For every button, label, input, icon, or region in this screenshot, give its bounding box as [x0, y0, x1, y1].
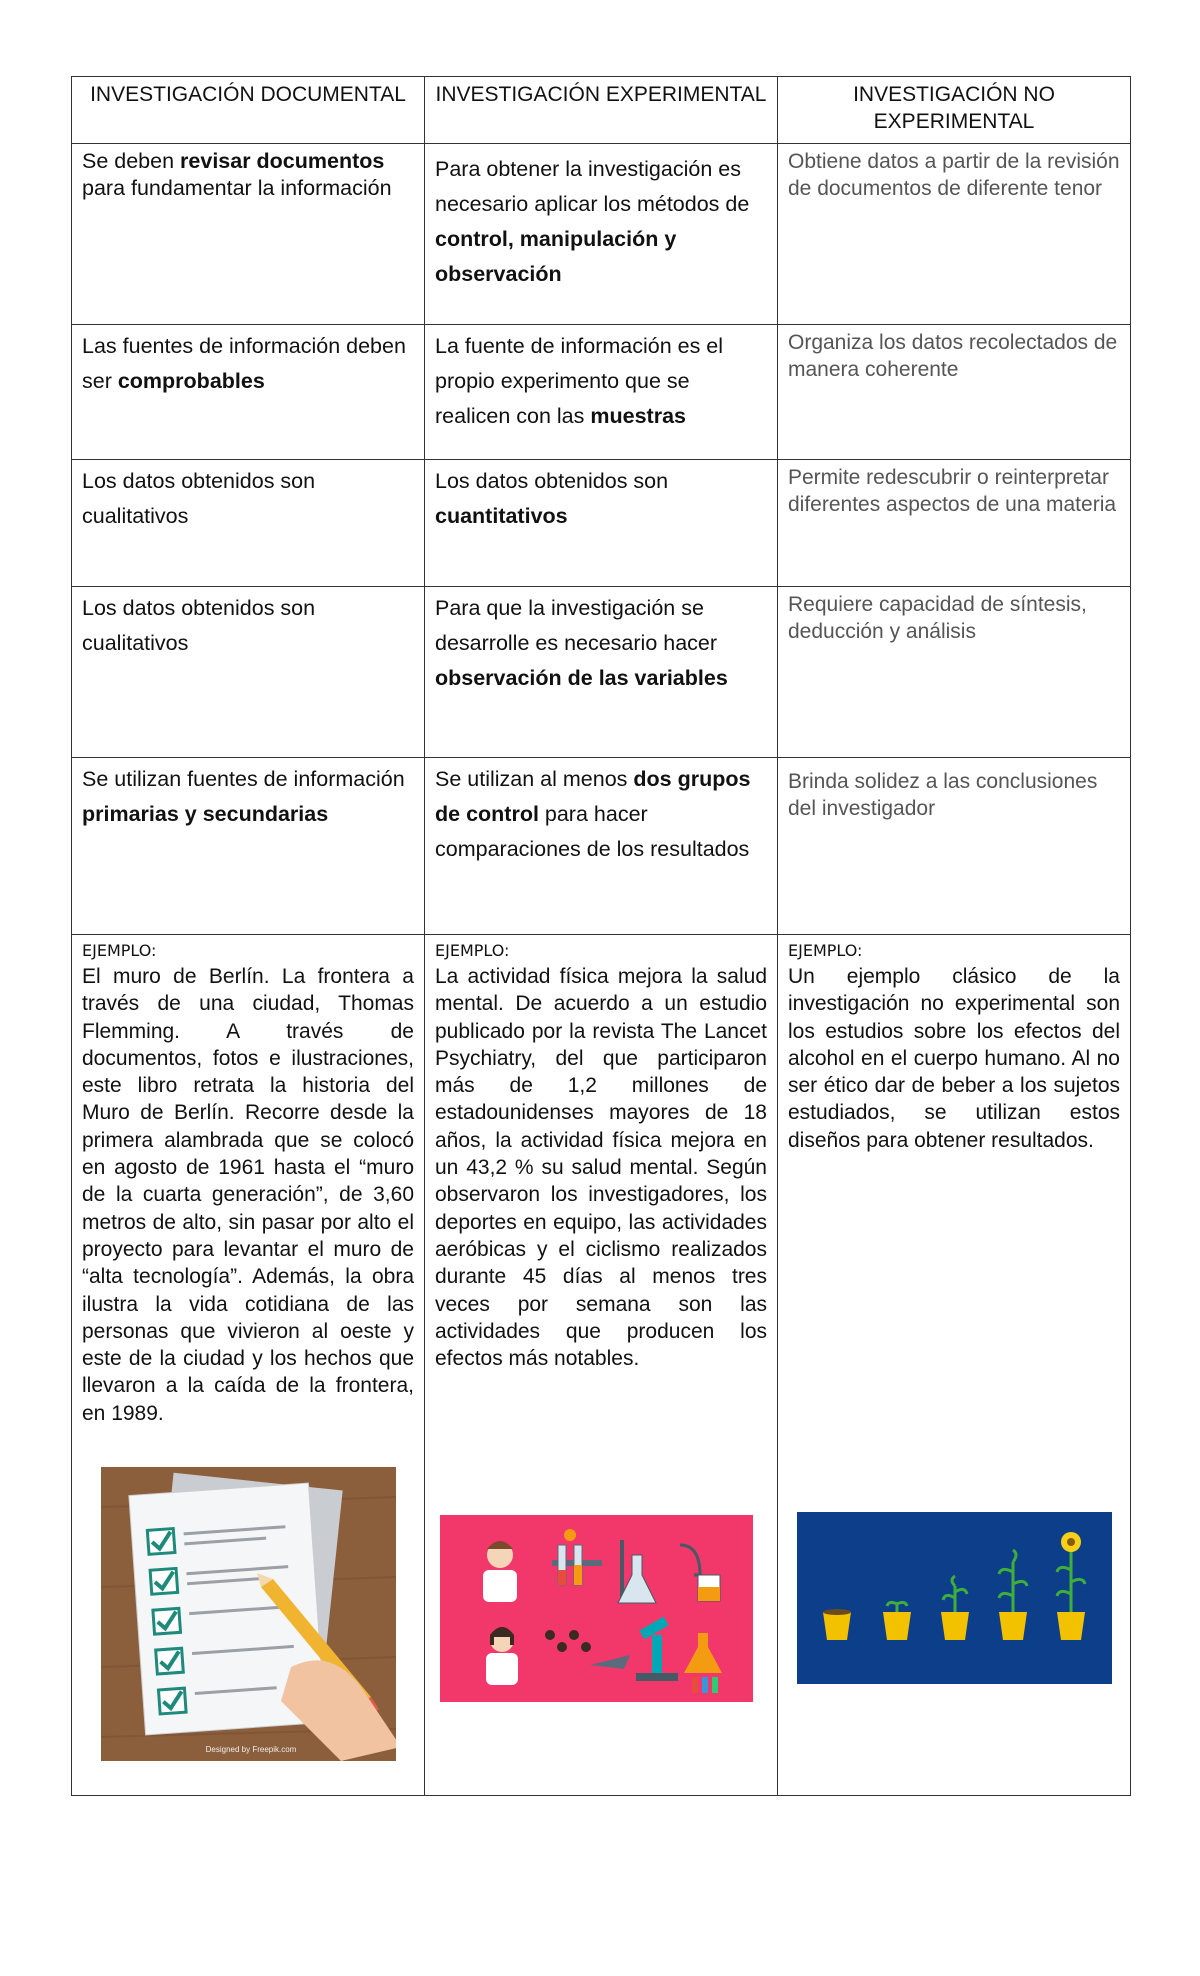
bold-text: muestras	[590, 404, 686, 428]
example-label: EJEMPLO:	[82, 941, 157, 960]
text-run: Se utilizan fuentes de información	[82, 767, 405, 791]
cell-documental	[72, 325, 425, 460]
cell-experimental	[425, 587, 778, 758]
table-row	[72, 587, 1131, 758]
header-experimental: INVESTIGACIÓN EXPERIMENTAL	[425, 77, 778, 144]
table-row	[72, 144, 1131, 325]
laboratory-illustration	[440, 1515, 753, 1702]
text-run: Los datos obtenidos son	[435, 469, 669, 493]
cell-experimental	[425, 144, 778, 325]
cell-documental	[72, 758, 425, 935]
text-run: Para obtener la investigación es necesario aplicar los métodos de	[435, 157, 750, 216]
bold-text: control, manipulación y observación	[435, 227, 677, 286]
text-run: Para que la investigación se desarrolle es necesario hacer	[435, 596, 718, 655]
header-no-experimental: INVESTIGACIÓN NO EXPERIMENTAL	[778, 77, 1131, 144]
bold-text: primarias y secundarias	[82, 802, 329, 826]
bold-text: cuantitativos	[435, 504, 568, 528]
cell-no-experimental: Brinda solidez a las conclusiones del investigador	[778, 758, 1131, 935]
text-run: Las fuentes de información deben ser	[82, 334, 406, 393]
bold-text: dos grupos de control	[435, 767, 751, 826]
text-run: La fuente de información es el propio experimento que se realicen con las	[435, 334, 724, 428]
cell-experimental	[425, 460, 778, 587]
table-row	[72, 325, 1131, 460]
cell-documental	[72, 144, 425, 325]
text-run: para hacer comparaciones de los resultados	[435, 802, 750, 861]
bold-text: revisar documentos	[180, 149, 385, 173]
cell-documental	[72, 460, 425, 587]
cell-experimental	[425, 325, 778, 460]
example-text: La actividad física mejora la salud mental. De acuerdo a un estudio publicado por la revista The Lancet Psychiatry, del que participaron más de 1,2 millones de estadounidenses mayores de 18 años, la actividad física mejora en un 43,2 % su salud mental. Según observaron los investigadores, los deportes en equipo, las actividades aeróbicas y el ciclismo realizados durante 45 días al menos tres veces por semana son las actividades que producen los efectos más notables.	[435, 965, 767, 1371]
table-row	[72, 758, 1131, 935]
example-text: Un ejemplo clásico de la investigación no experimental son los estudios sobre los efectos del alcohol en el cuerpo humano. Al no ser ético dar de beber a los sujetos estudiados, se utilizan estos diseños para obtener resultados.	[788, 965, 1120, 1152]
text-run: para fundamentar la información	[82, 176, 392, 200]
table-row	[72, 460, 1131, 587]
bold-text: comprobables	[117, 369, 265, 393]
cell-documental	[72, 587, 425, 758]
cell-no-experimental: Organiza los datos recolectados de manera coherente	[778, 325, 1131, 460]
checklist-illustration	[101, 1467, 396, 1761]
image-credit: Designed by Freepik.com	[205, 1745, 297, 1754]
text-run: Los datos obtenidos son cualitativos	[82, 596, 316, 655]
example-label: EJEMPLO:	[435, 941, 510, 960]
text-run: Se utilizan al menos	[435, 767, 634, 791]
text-run: Los datos obtenidos son cualitativos	[82, 469, 316, 528]
header-documental: INVESTIGACIÓN DOCUMENTAL	[72, 77, 425, 144]
plant-growth-illustration	[797, 1512, 1112, 1684]
cell-no-experimental: Requiere capacidad de síntesis, deducción y análisis	[778, 587, 1131, 758]
cell-no-experimental: Permite redescubrir o reinterpretar diferentes aspectos de una materia	[778, 460, 1131, 587]
cell-experimental	[425, 758, 778, 935]
example-label: EJEMPLO:	[788, 941, 863, 960]
example-text: El muro de Berlín. La frontera a través de una ciudad, Thomas Flemming. A través de documentos, fotos e ilustraciones, este libro retrata la historia del Muro de Berlín. Recorre desde la primera alambrada que se colocó en agosto de 1961 hasta el “muro de la cuarta generación”, de 3,60 metros de alto, sin pasar por alto el proyecto para levantar el muro de “alta tecnología”. Además, la obra ilustra la vida cotidiana de las personas que vivieron al oeste y este de la ciudad y los hechos que llevaron a la caída de la frontera, en 1989.	[82, 965, 414, 1425]
table-header-row	[72, 77, 1131, 144]
cell-no-experimental: Obtiene datos a partir de la revisión de documentos de diferente tenor	[778, 144, 1131, 325]
text-run: Se deben	[82, 149, 181, 173]
bold-text: observación de las variables	[435, 666, 728, 690]
